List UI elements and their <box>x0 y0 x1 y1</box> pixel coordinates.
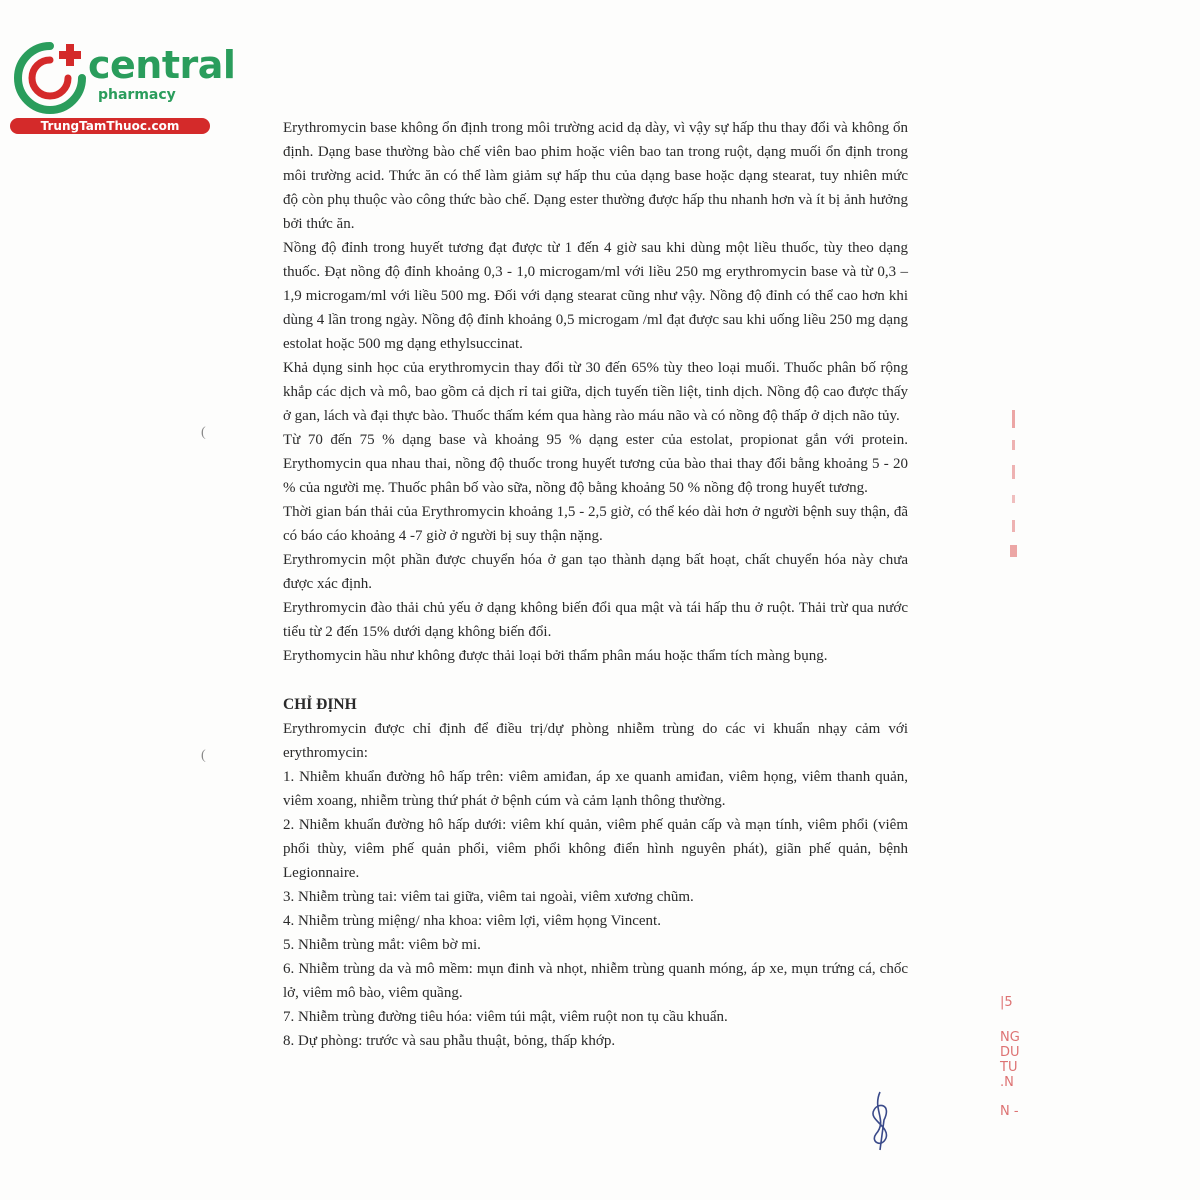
list-item: 4. Nhiễm trùng miệng/ nha khoa: viêm lợi, viêm họng Vincent. <box>283 913 661 929</box>
pharmacy-cross-icon <box>10 38 90 118</box>
stamp-edge-mark <box>1008 410 1022 560</box>
margin-mark: ( <box>201 425 206 440</box>
list-item: 5. Nhiễm trùng mắt: viêm bờ mi. <box>283 937 481 953</box>
list-item: 7. Nhiễm trùng đường tiêu hóa: viêm túi mật, viêm ruột non tụ cầu khuẩn. <box>283 1009 728 1025</box>
section-heading: CHỈ ĐỊNH <box>283 696 357 713</box>
logo-website[interactable]: TrungTamThuoc.com <box>10 118 210 134</box>
logo-name: central <box>88 43 236 87</box>
list-item: 6. Nhiễm trùng da và mô mềm: mụn đinh và nhọt, nhiễm trùng quanh móng, áp xe, mụn trứng cá, chốc lở, viêm mô bào, viêm quầng. <box>283 961 908 1001</box>
signature <box>862 1090 898 1152</box>
stamp-line: DU <box>1000 1045 1020 1060</box>
paragraph: Thời gian bán thải của Erythromycin khoảng 1,5 - 2,5 giờ, có thể kéo dài hơn ở người bệnh suy thận, đã có báo cáo khoảng 4 -7 giờ ở người bị suy thận nặng. <box>283 504 908 544</box>
list-item: 8. Dự phòng: trước và sau phẫu thuật, bỏng, thấp khớp. <box>283 1033 616 1049</box>
stamp-line: |5 <box>1000 995 1013 1010</box>
stamp-line: N - <box>1000 1104 1019 1119</box>
paragraph: Erythomycin hầu như không được thải loại bởi thẩm phân máu hoặc thẩm tích màng bụng. <box>283 648 828 664</box>
stamp-line: .N <box>1000 1075 1014 1090</box>
list-item: 3. Nhiễm trùng tai: viêm tai giữa, viêm tai ngoài, viêm xương chũm. <box>283 889 694 905</box>
section-intro: Erythromycin được chỉ định để điều trị/dự phòng nhiễm trùng do các vi khuẩn nhạy cảm với erythromycin: <box>283 721 908 761</box>
margin-mark: ( <box>201 748 206 763</box>
logo-subtitle: pharmacy <box>98 87 176 103</box>
paragraph: Erythromycin đào thải chủ yếu ở dạng không biến đổi qua mật và tái hấp thu ở ruột. Thải trừ qua nước tiểu từ 2 đến 15% dưới dạng không biến đổi. <box>283 600 908 640</box>
stamp-line: NG <box>1000 1030 1020 1045</box>
paragraph: Nồng độ đỉnh trong huyết tương đạt được từ 1 đến 4 giờ sau khi dùng một liều thuốc, tùy theo dạng thuốc. Đạt nồng độ đỉnh khoảng 0,3 - 1,0 microgam/ml với liều 250 mg erythromycin base và từ 0,3 – 1,9 microgam/ml với liều 500 mg. Đối với dạng stearat cũng như vậy. Nồng độ đỉnh có thể cao hơn khi dùng 4 lần trong ngày. Nồng độ đỉnh khoảng 0,5 microgam /ml đạt được sau khi uống liều 250 mg dạng estolat hoặc 500 mg dạng ethylsuccinat. <box>283 240 908 352</box>
paragraph: Erythromycin một phần được chuyển hóa ở gan tạo thành dạng bất hoạt, chất chuyển hóa này chưa được xác định. <box>283 552 908 592</box>
stamp-line: TU <box>1000 1060 1018 1075</box>
list-item: 1. Nhiễm khuẩn đường hô hấp trên: viêm amiđan, áp xe quanh amiđan, viêm họng, viêm thanh quản, viêm xoang, nhiễm trùng thứ phát ở bệnh cúm và cảm lạnh thông thường. <box>283 769 908 809</box>
paragraph: Từ 70 đến 75 % dạng base và khoảng 95 % dạng ester của estolat, propionat gắn với protein. Erythomycin qua nhau thai, nồng độ thuốc trong huyết tương của bào thai thay đổi bằng khoảng 5 - 20 % của người mẹ. Thuốc phân bố vào sữa, nồng độ bằng khoảng 50 % nồng độ trong huyết tương. <box>283 432 908 496</box>
stamp-edge-text <box>1000 995 1024 1119</box>
paragraph: Khả dụng sinh học của erythromycin thay đổi từ 30 đến 65% tùy theo loại muối. Thuốc phân bố rộng khắp các dịch và mô, bao gồm cả dịch rỉ tai giữa, dịch tuyến tiền liệt, tinh dịch. Nồng độ cao được thấy ở gan, lách và đại thực bào. Thuốc thấm kém qua hàng rào máu não và có nồng độ thấp ở dịch não tủy. <box>283 360 908 424</box>
brand-logo[interactable] <box>10 38 236 138</box>
document-body <box>283 116 908 1053</box>
list-item: 2. Nhiễm khuẩn đường hô hấp dưới: viêm khí quản, viêm phế quản cấp và mạn tính, viêm phổi (viêm phổi thùy, viêm phế quản phổi, viêm phổi không điển hình nguyên phát), giãn phế quản, bệnh Legionnaire. <box>283 817 908 881</box>
paragraph: Erythromycin base không ổn định trong môi trường acid dạ dày, vì vậy sự hấp thu thay đổi và không ổn định. Dạng base thường bào chế viên bao phim hoặc viên bao tan trong ruột, dạng muối ổn định trong môi trường acid. Thức ăn có thể làm giảm sự hấp thu của dạng base hoặc dạng stearat, tuy nhiên mức độ còn phụ thuộc vào công thức bào chế. Dạng ester thường được hấp thu nhanh hơn và ít bị ảnh hưởng bởi thức ăn. <box>283 120 908 232</box>
